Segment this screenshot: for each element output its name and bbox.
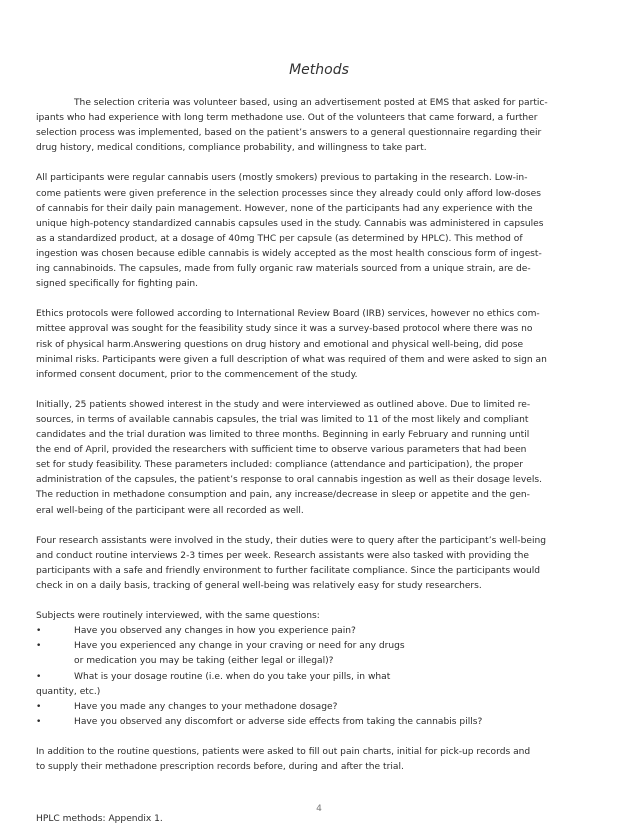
bullet: • [36, 641, 42, 652]
paragraph-line: check in on a daily basis, tracking of general well-being was relatively easy for study researchers. [36, 581, 482, 591]
appendix-reference: HPLC methods: Appendix 1. [36, 814, 163, 825]
paragraph-line: signed specifically for fighting pain. [36, 279, 199, 290]
list-item-text: Have you observed any discomfort or adverse side effects from taking the cannabis pills? [74, 716, 483, 727]
list-item-text: What is your dosage routine (i.e. when do you take your pills, in what [74, 671, 391, 682]
paragraph-line: administration of the capsules, the patient’s response to oral cannabis ingestion as well as their dosage levels. [36, 475, 543, 486]
list-item [36, 639, 602, 654]
paragraph-line: Initially, 25 patients showed interest in the study and were interviewed as outlined above. Due to limited re- [36, 399, 531, 410]
list-item [36, 670, 602, 685]
list-item-continuation: or medication you may be taking (either legal or illegal)? [74, 656, 334, 667]
bullet: • [36, 701, 42, 712]
paragraph-line: to supply their methadone prescription records before, during and after the trial. [36, 762, 404, 773]
paragraph-line: and conduct routine interviews 2-3 times per week. Research assistants were also tasked with providing the [36, 550, 529, 561]
list-intro: Subjects were routinely interviewed, with the same questions: [36, 611, 320, 622]
list-item [36, 715, 602, 730]
paragraph-line: Ethics protocols were followed according to International Review Board (IRB) services, however no ethics com- [36, 309, 540, 320]
paragraph-line: ingestion was chosen because edible cannabis is widely accepted as the most health conscious form of ingest- [36, 248, 542, 259]
paragraph-line: selection process was implemented, based on the patient’s answers to a general questionnaire regarding their [36, 128, 542, 139]
paragraph-line: All participants were regular cannabis users (mostly smokers) previous to partaking in the research. Low-in- [36, 173, 528, 184]
list-item-text: Have you experienced any change in your craving or need for any drugs [74, 641, 405, 652]
paragraph-line: sources, in terms of available cannabis capsules, the trial was limited to 11 of the most likely and compliant [36, 414, 529, 425]
paragraph-line: ipants who had experience with long term methadone use. Out of the volunteers that came forward, a further [36, 113, 538, 124]
paragraph-line: ing cannabinoids. The capsules, made from fully organic raw materials sourced from a unique strain, are de- [36, 264, 531, 275]
bullet: • [36, 716, 42, 727]
paragraph-line: informed consent document, prior to the commencement of the study. [36, 369, 358, 380]
paragraph-line: risk of physical harm.Answering questions on drug history and emotional and physical well-being, did pose [36, 339, 524, 350]
paragraph-line: candidates and the trial duration was limited to three months. Beginning in early February and running until [36, 430, 530, 441]
paragraph-line: unique high-potency standardized cannabis capsules used in the study. Cannabis was administered in capsules [36, 218, 544, 229]
paragraph-line: eral well-being of the participant were all recorded as well. [36, 505, 304, 516]
section-title: Methods [289, 62, 349, 78]
list-item-text: Have you made any changes to your methadone dosage? [74, 701, 338, 712]
list-item [36, 700, 602, 715]
list-item-text: Have you observed any changes in how you experience pain? [74, 626, 356, 637]
paragraph-line: the end of April, provided the researchers with sufficient time to observe various parameters that had been [36, 445, 527, 456]
paragraph-line: The reduction in methadone consumption and pain, any increase/decrease in sleep or appetite and the gen- [36, 490, 530, 501]
body-text [36, 96, 602, 827]
paragraph-line: participants with a safe and friendly environment to further facilitate compliance. Since the participants would [36, 565, 541, 576]
paragraph-line: of cannabis for their daily pain management. However, none of the participants had any experience with the [36, 203, 533, 214]
paragraph-line: come patients were given preference in the selection processes since they already could only afford low-doses [36, 188, 541, 199]
paragraph-line: drug history, medical conditions, compliance probability, and willingness to take part. [36, 143, 427, 154]
list-item-continuation: quantity, etc.) [36, 686, 101, 697]
paragraph-line: minimal risks. Participants were given a full description of what was required of them and were asked to sign an [36, 354, 547, 365]
paragraph-line: Four research assistants were involved in the study, their duties were to query after the participant’s well-being [36, 535, 547, 546]
bullet: • [36, 626, 42, 637]
paragraph-line: In addition to the routine questions, patients were asked to fill out pain charts, initial for pick-up records and [36, 747, 531, 758]
paragraph-line: The selection criteria was volunteer based, using an advertisement posted at EMS that asked for partic- [74, 98, 548, 108]
paragraph-line: as a standardized product, at a dosage of 40mg THC per capsule (as determined by HPLC). This method of [36, 233, 523, 244]
page-number: 4 [316, 804, 322, 814]
paragraph-line: set for study feasibility. These parameters included: compliance (attendance and participation), the proper [36, 460, 524, 471]
bullet: • [36, 671, 42, 682]
list-item [36, 624, 602, 639]
paragraph-line: mittee approval was sought for the feasibility study since it was a survey-based protocol where there was no [36, 324, 533, 335]
